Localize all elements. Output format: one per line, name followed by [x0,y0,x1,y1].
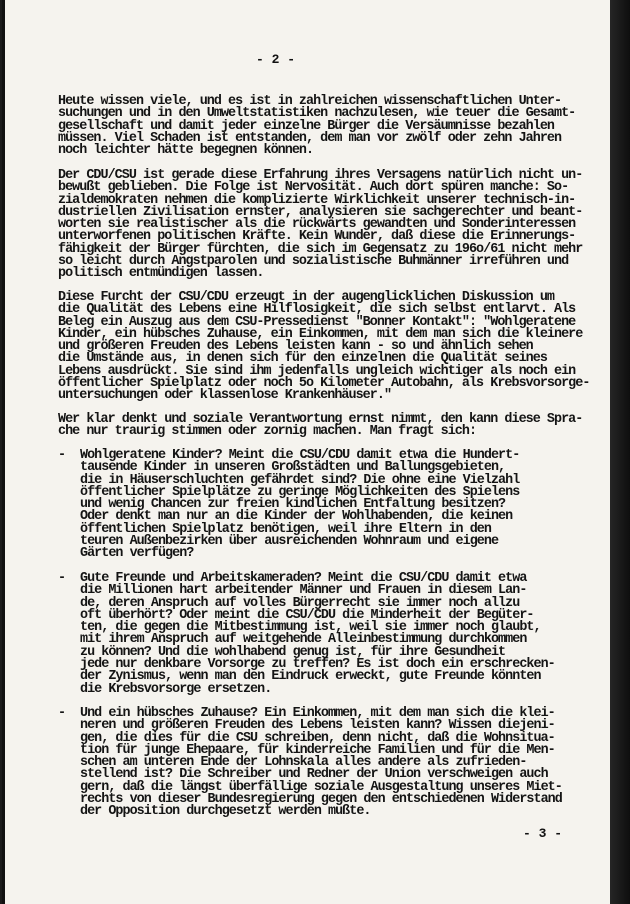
bullet-item-3: Und ein hübsches Zuhause? Ein Einkommen, mit dem man sich die klei- neren und größeren Freuden des Lebens leisten kann? Wissen diejeni- gen, die dies für die CSU schreiben, denn nicht, daß die Wohnsitua- tion für junge Ehepaare, für kinderreiche Familien und für die Men- schen am unteren Ende der Lohnskala alles andere als zufrieden- stellend ist? Die Schreiber und Redner der Union verschweigen auch gern, daß die längst überfällige soziale Ausgestaltung unseres Miet- rechts von dieser Bundesregierung gegen den entschiedenen Widerstand der Opposition durchgesetzt werden mußte. [80,706,562,820]
bullet-item-1: Wohlgeratene Kinder? Meint die CSU/CDU damit etwa die Hundert- tausende Kinder in unseren Großstädten und Ballungsgebieten, die in Häuserschluchten gefährdet sind? Die ohne eine Vielzahl öffentlicher Spielplätze zu geringe Möglichkeiten des Spielens und wenig Chancen zur freien kindlichen Entfaltung besitzen? Oder denkt man nur an die Kinder der Wohlhabenden, die keinen öffentlichen Spielplatz benötigen, weil ihre Eltern in den teuren Außenbezirken über ausreichenden Wohnraum und eigene Gärten verfügen? [80,448,520,562]
bullet-marker-1: - [58,448,67,463]
document-page [2,0,610,904]
paragraph-4: Wer klar denkt und soziale Verantwortung ernst nimmt, den kann diese Spra- che nur traurig stimmen oder zornig machen. Man fragt sich: [58,412,583,440]
paragraph-1: Heute wissen viele, und es ist in zahlreichen wissenschaftlichen Unter- suchungen und in den Umweltstatistiken nachzulesen, wie teuer die Gesamt- gesellschaft und damit jeder einzelne Bürger die Versäumnisse bezahlen müssen. Viel Schaden ist entstanden, dem man vor zwölf oder zehn Jahren noch leichter hätte begegnen können. [58,94,576,159]
page-binding-edge [2,0,5,904]
bullet-item-2: Gute Freunde und Arbeitskameraden? Meint die CSU/CDU damit etwa die Millionen hart arbeitender Männer und Frauen in diesem Lan- de, deren Anspruch auf volles Bürgerrecht sie immer noch allzu oft überhört? Oder meint die CSU/CDU die Minderheit der Begüter- ten, die gegen die Mitbestimmung ist, weil sie immer noch glaubt, mit ihrem Anspruch auf weitgehende Alleinbestimmung durchkommen zu können? Und die wohlhabend genug ist, für ihre Gesundheit jede nur denkbare Vorsorge zu treffen? Es ist doch ein erschrecken- der Zynismus, wenn man den Eindruck erweckt, gute Freunde könnten die Krebsvorsorge ersetzen. [80,571,555,697]
bullet-marker-2: - [58,571,67,586]
bullet-marker-3: - [58,706,67,721]
next-page-number: - 3 - [522,826,562,841]
paragraph-2: Der CDU/CSU ist gerade diese Erfahrung ihres Versagens natürlich nicht un- bewußt geblieben. Die Folge ist Nervosität. Auch dort spüren manche: So- zialdemokraten nehmen die komplizierte Wirklichkeit unserer technisch-in- dustriellen Zivilisation ernster, analysieren sie sachgerechter und beant- worten sie realistischer als die rückwärts gewandten und Sonderinteressen unterworfenen politischen Kräfte. Kein Wunder, daß diese die Erinnerungs- fähigkeit der Bürger fürchten, die sich im Gegensatz zu 196o/61 nicht mehr so leicht durch Angstparolen und sozialistische Buhmänner irreführen und politisch entmündigen lassen. [58,168,583,282]
paragraph-3: Diese Furcht der CSU/CDU erzeugt in der augenglicklichen Diskussion um die Qualität des Lebens eine Hilflosigkeit, die sich selbst entlarvt. Als Beleg ein Auszug aus dem CSU-Pressedienst "Bonner Kontakt": "Wohlgeratene Kinder, ein hübsches Zuhause, ein Einkommen, mit dem man sich die kleinere und größeren Freuden des Lebens leisten kann - so und ähnlich sehen die Umstände aus, in denen sich für den einzelnen die Qualität seines Lebens ausdrückt. Sie sind ihm jedenfalls ungleich wichtiger als noch ein öffentlicher Spielplatz oder noch 5o Kilometer Autobahn, als Krebsvorsorge- untersuchungen oder klassenlose Krankenhäuser." [58,290,590,404]
page-number: - 2 - [255,52,295,67]
